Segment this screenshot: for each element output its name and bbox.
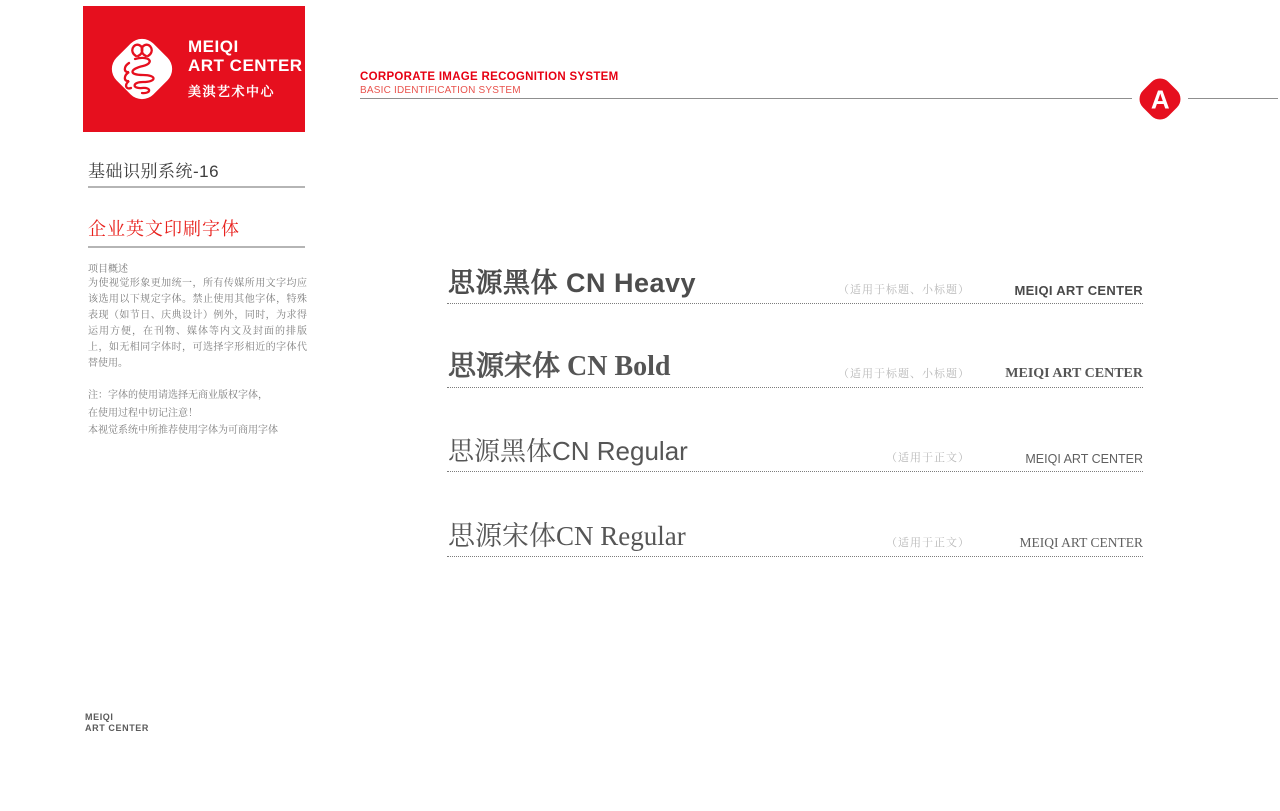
font-sample-text: MEIQI ART CENTER xyxy=(1005,366,1143,381)
logo-name-en-line2: ART CENTER xyxy=(188,56,303,75)
footer-brand-mark xyxy=(85,712,149,733)
font-usage-label: （适用于标题、小标题） xyxy=(838,368,970,380)
font-specimen-row-sans-regular xyxy=(447,430,1143,472)
font-specimen-name: 思源黑体 CN Heavy xyxy=(448,268,697,298)
logo-name-cn: 美淇艺术中心 xyxy=(188,84,276,99)
note-line-2: 在使用过程中切记注意！ xyxy=(88,407,198,419)
sidebar-divider-mid xyxy=(88,246,305,248)
note-line-3: 本视觉系统中所推荐使用字体为可商用字体 xyxy=(88,425,278,436)
brand-logo-block xyxy=(83,6,305,132)
overview-text: 为使视觉形象更加统一，所有传媒所用文字均应该选用以下规定字体。禁止使用其他字体，特殊表现（如节日、庆典设计）例外，同时，为求得运用方便，在刊物、媒体等内文及封面的排版上，如无相同字体时，可选择字形相近的字体代替使用。 xyxy=(88,278,307,369)
footer-line-2: ART CENTER xyxy=(85,722,149,733)
logo-name-en-line1: MEIQI xyxy=(188,37,239,56)
font-specimen-row-serif-bold xyxy=(447,346,1143,388)
sidebar-divider-top xyxy=(88,186,305,188)
header-rule-left xyxy=(360,98,1132,99)
page-title: 企业英文印刷字体 xyxy=(88,219,240,239)
header-rule-right xyxy=(1188,98,1278,99)
logo-coil-icon xyxy=(112,39,172,99)
font-sample-text: MEIQI ART CENTER xyxy=(1025,452,1143,466)
font-sample-text: MEIQI ART CENTER xyxy=(1019,535,1143,550)
overview-label: 项目概述 xyxy=(88,264,128,275)
font-specimen-name: 思源宋体 CN Bold xyxy=(448,351,671,382)
font-sample-text: MEIQI ART CENTER xyxy=(1014,283,1143,298)
note-line-1: 注：字体的使用请选择无商业版权字体， xyxy=(88,390,268,401)
header-subtitle: BASIC IDENTIFICATION SYSTEM xyxy=(360,85,521,96)
header-title: CORPORATE IMAGE RECOGNITION SYSTEM xyxy=(360,71,619,83)
font-specimen-name: 思源宋体CN Regular xyxy=(448,521,686,551)
logo-mark xyxy=(105,32,179,106)
font-usage-label: （适用于标题、小标题） xyxy=(838,284,970,296)
font-usage-label: （适用于正文） xyxy=(886,452,970,464)
font-license-note xyxy=(88,387,313,440)
page-code: 基础识别系统-16 xyxy=(88,162,220,181)
section-badge-letter: A xyxy=(1150,84,1170,114)
section-badge xyxy=(1135,74,1186,125)
font-specimen-name: 思源黑体CN Regular xyxy=(448,436,688,466)
font-usage-label: （适用于正文） xyxy=(886,537,970,549)
font-specimen-row-heavy xyxy=(447,262,1143,304)
logo-wordmark xyxy=(188,37,303,100)
footer-line-1: MEIQI xyxy=(85,712,114,722)
font-specimen-row-serif-regular xyxy=(447,515,1143,557)
